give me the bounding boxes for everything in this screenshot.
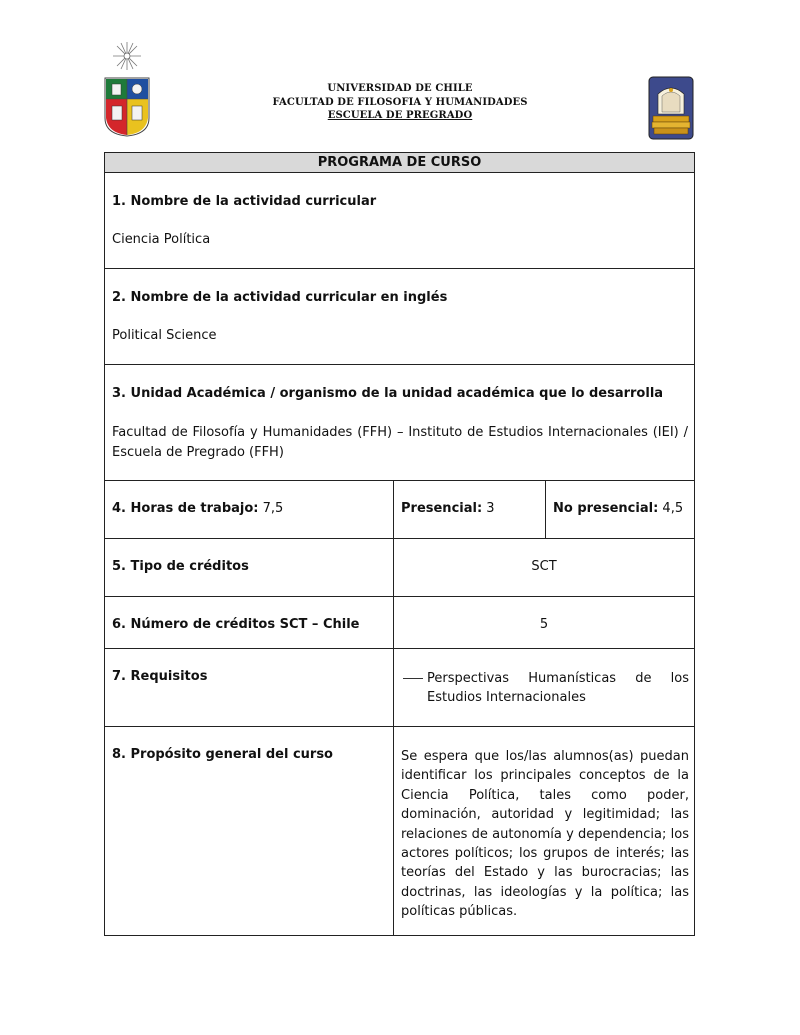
no-presencial-label: No presencial: <box>553 501 659 516</box>
row-academic-unit <box>105 365 694 481</box>
row-requirements <box>105 649 694 727</box>
academic-unit-label: 3. Unidad Académica / organismo de la unidad académica que lo desarrolla <box>112 386 664 401</box>
presencial-label: Presencial: <box>401 501 483 516</box>
row-activity-name <box>105 173 694 269</box>
activity-name-english-label: 2. Nombre de la actividad curricular en inglés <box>112 290 448 305</box>
requirement-item: Perspectivas Humanísticas de los Estudios Internacionales <box>427 671 689 705</box>
no-presencial-value: 4,5 <box>662 501 684 516</box>
course-purpose-label: 8. Propósito general del curso <box>112 747 333 762</box>
school-name: ESCUELA DE PREGRADO <box>327 110 473 121</box>
row-work-hours <box>105 481 694 539</box>
work-hours-label: 4. Horas de trabajo: <box>112 501 259 516</box>
academic-unit-value: Facultad de Filosofía y Humanidades (FFH) – Instituto de Estudios Internacionales (IEI) / Escuela de Pregrado (FFH) <box>112 425 688 460</box>
row-course-purpose <box>105 727 694 935</box>
credit-number-label: 6. Número de créditos SCT – Chile <box>112 617 360 632</box>
course-purpose-value: Se espera que los/las alumnos(as) puedan identificar los principales conceptos de la Ciencia Política, tales como poder, dominación, autoridad y legitimidad; las relaciones de autonomía y dependencia; los actores políticos; los grupos de interés; las teorías del Estado y las burocracias; las doctrinas, las ideologías y la política; las políticas públicas. <box>401 749 689 920</box>
university-name: UNIVERSIDAD DE CHILE <box>327 83 473 94</box>
faculty-name: FACULTAD DE FILOSOFIA Y HUMANIDADES <box>272 96 528 108</box>
work-hours-cell <box>105 481 393 538</box>
activity-name-value: Ciencia Política <box>112 232 211 247</box>
no-presencial-cell <box>545 481 694 538</box>
row-credit-type <box>105 539 694 597</box>
faculty-emblem-logo <box>648 76 694 140</box>
requirements-label: 7. Requisitos <box>112 669 208 684</box>
requirement-bullet-icon <box>403 678 423 679</box>
presencial-value: 3 <box>486 501 495 516</box>
credit-type-label: 5. Tipo de créditos <box>112 559 249 574</box>
activity-name-label: 1. Nombre de la actividad curricular <box>112 194 377 209</box>
row-credit-number <box>105 597 694 649</box>
table-title: PROGRAMA DE CURSO <box>105 153 694 173</box>
credit-number-value: 5 <box>539 617 549 632</box>
row-activity-name-english <box>105 269 694 365</box>
presencial-cell <box>393 481 545 538</box>
activity-name-english-value: Political Science <box>112 328 217 343</box>
credit-type-value: SCT <box>531 559 557 574</box>
course-program-table <box>104 152 695 936</box>
page-header <box>0 0 800 150</box>
work-hours-value: 7,5 <box>262 501 284 516</box>
